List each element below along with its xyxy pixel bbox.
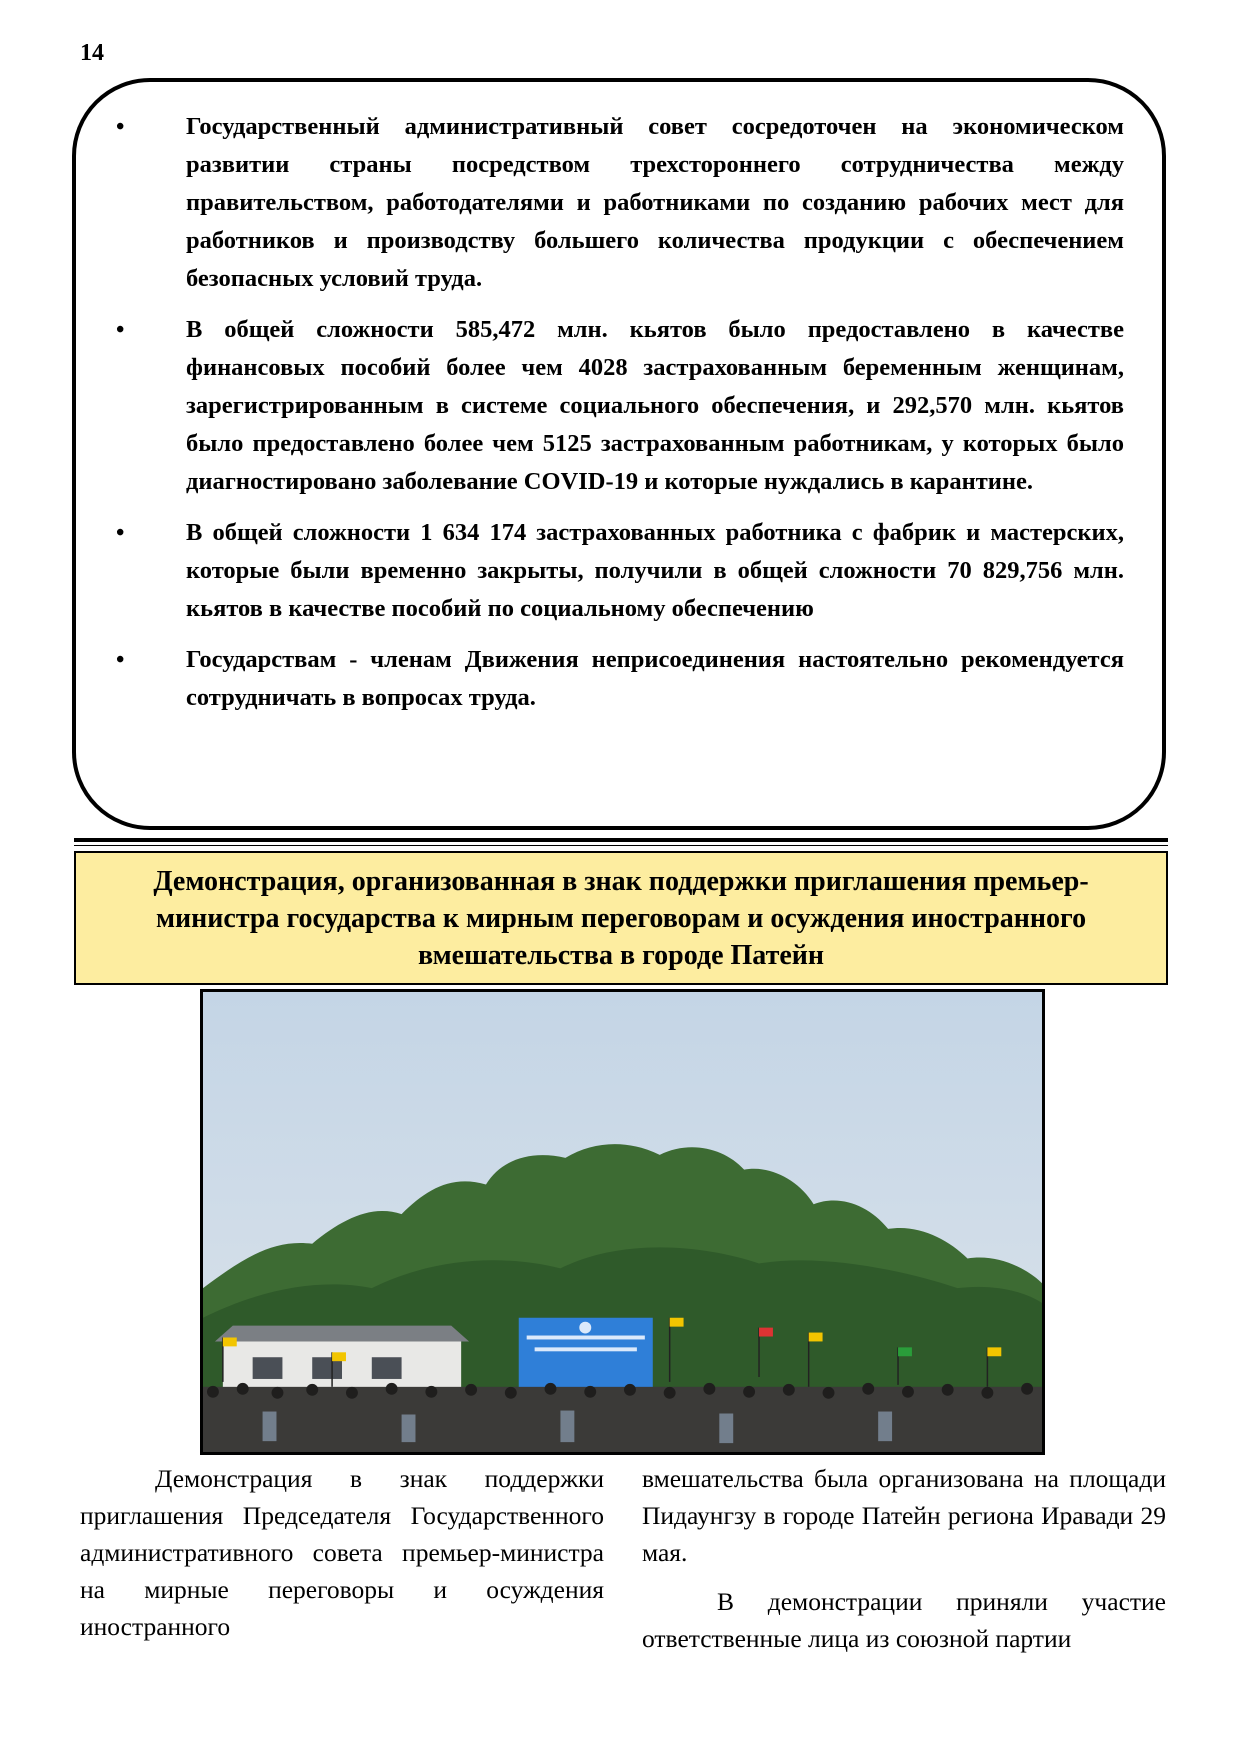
demonstration-photo (200, 989, 1045, 1455)
page-number: 14 (80, 40, 104, 66)
article-paragraph: Демонстрация в знак поддержки приглашения Председателя Государственного административного совета премьер-министра на мирные переговоры и осуждения иностранного (80, 1464, 604, 1641)
bullet-box (72, 78, 1166, 830)
bullet-dot-icon: • (116, 647, 125, 673)
article-column-right (642, 1460, 1166, 1669)
divider-thin (74, 845, 1168, 846)
article-column-left (80, 1460, 604, 1657)
bullet-list (112, 108, 1124, 717)
article-paragraph: В демонстрации приняли участие ответственные лица из союзной партии (642, 1587, 1166, 1653)
bullet-item: • Государствам - членам Движения неприсоединения настоятельно рекомендуется сотрудничать в вопросах труда. (112, 641, 1124, 717)
bullet-item: • В общей сложности 585,472 млн. кьятов было предоставлено в качестве финансовых пособий более чем 4028 застрахованным беременным женщинам, зарегистрированным в системе социального обеспечения, и 292,570 млн. кьятов было предоставлено более чем 5125 застрахованным работникам, у которых было диагностировано заболевание COVID-19 и которые нуждались в карантине. (112, 311, 1124, 501)
bullet-dot-icon: • (116, 520, 125, 546)
article-paragraph: вмешательства была организована на площади Пидаунгзу в городе Патейн региона Иравади 29 мая. (642, 1464, 1166, 1567)
bullet-item: • Государственный административный совет сосредоточен на экономическом развитии страны посредством трехстороннего сотрудничества между правительством, работодателями и работниками по созданию рабочих мест для работников и производству большего количества продукции с обеспечением безопасных условий труда. (112, 108, 1124, 298)
bullet-dot-icon: • (116, 317, 125, 343)
photo-illustration (203, 992, 1042, 1452)
bullet-dot-icon: • (116, 114, 125, 140)
bullet-item: • В общей сложности 1 634 174 застрахованных работника с фабрик и мастерских, которые были временно закрыты, получили в общей сложности 70 829,756 млн. кьятов в качестве пособий по социальному обеспечению (112, 514, 1124, 628)
article-headline: Демонстрация, организованная в знак поддержки приглашения премьер-министра государства к мирным переговорам и осуждения иностранного вмешательства в городе Патейн (153, 865, 1089, 971)
divider-thick (74, 838, 1168, 842)
headline-box (74, 851, 1168, 985)
